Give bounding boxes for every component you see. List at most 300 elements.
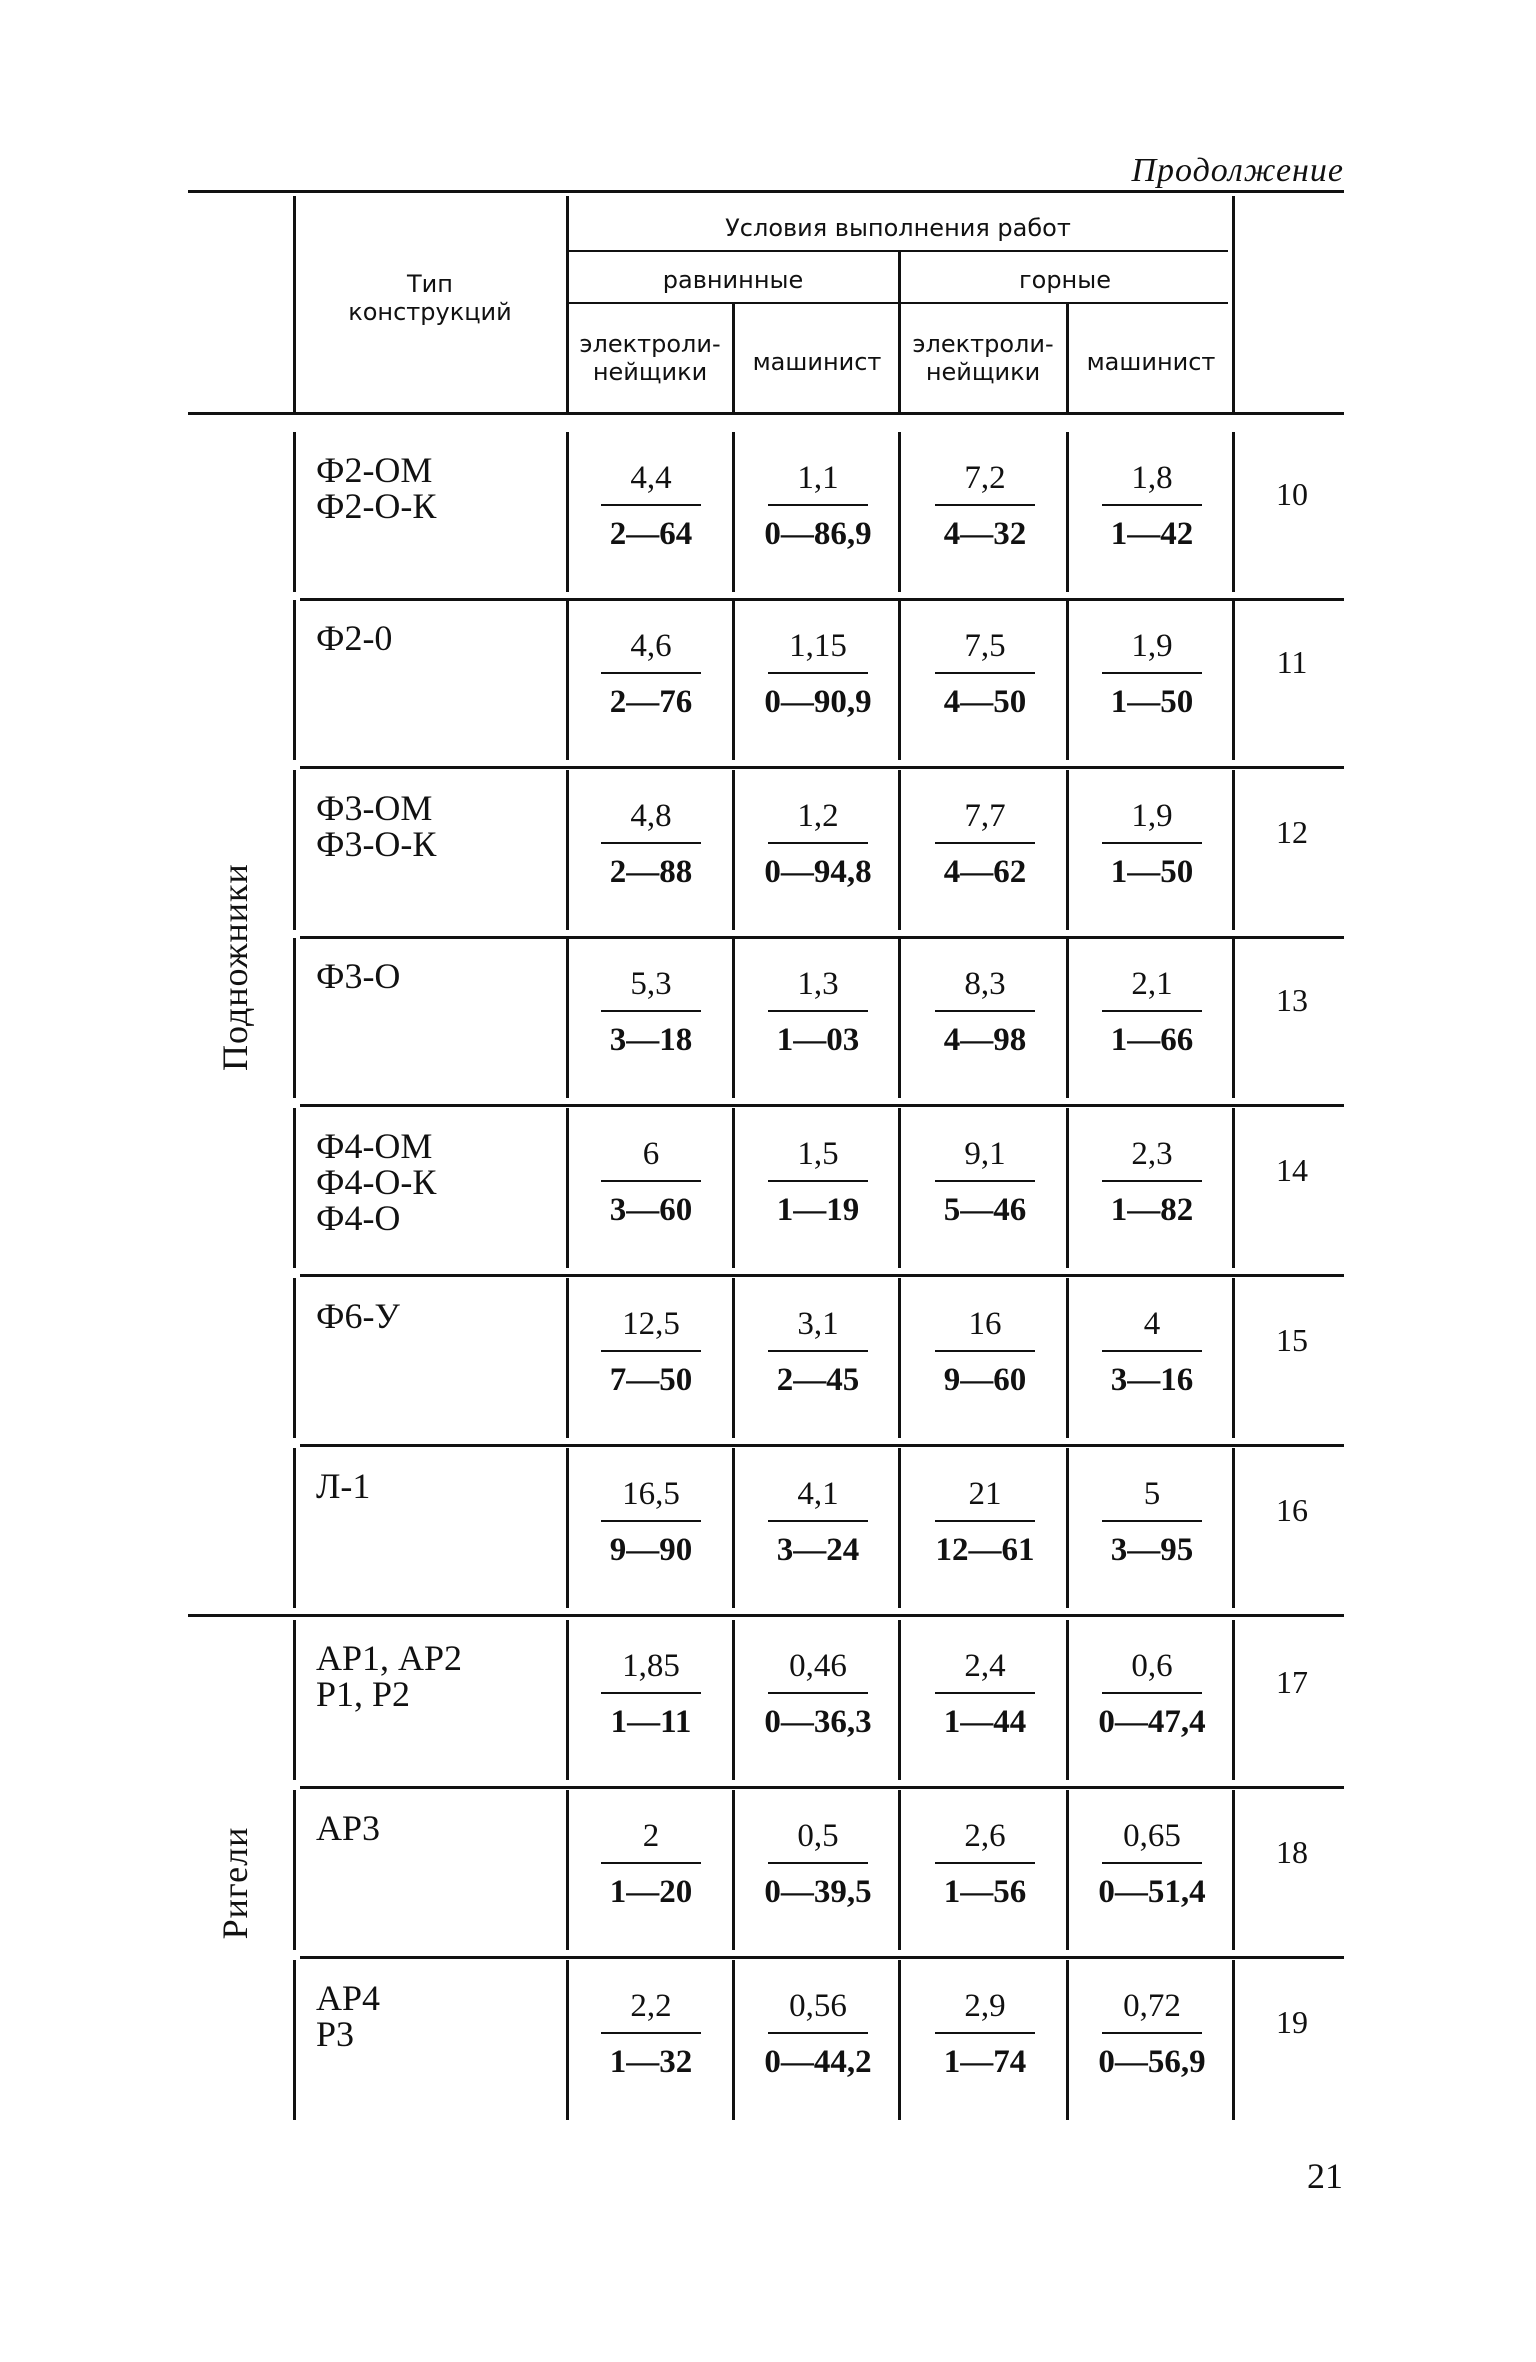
row-col-line [293, 432, 296, 592]
fraction-bar [935, 2032, 1035, 2034]
value-cell [735, 600, 901, 750]
value-cell [735, 1448, 901, 1598]
labor-value: 16 [968, 1306, 1002, 1342]
fraction-bar [601, 1350, 701, 1352]
fraction [1069, 794, 1235, 894]
row-col-line [293, 1790, 296, 1950]
fraction [735, 456, 901, 556]
row-col-line [732, 600, 735, 760]
labor-value: 21 [968, 1476, 1002, 1512]
fraction [1069, 1302, 1235, 1402]
row-col-line [293, 1278, 296, 1438]
row-col-line [293, 1448, 296, 1608]
cost-value: 1—32 [609, 2044, 693, 2080]
row-separator [300, 1956, 1344, 1959]
fraction-bar [601, 1862, 701, 1864]
cost-value: 7—50 [609, 1362, 693, 1398]
labor-value: 1,5 [797, 1136, 839, 1172]
value-cell [1069, 1108, 1235, 1258]
fraction-bar [768, 1010, 868, 1012]
fraction [902, 1302, 1068, 1402]
cost-value: 1—11 [610, 1704, 692, 1740]
row-col-line [1232, 770, 1235, 930]
fraction-bar [601, 1520, 701, 1522]
row-separator [300, 1444, 1344, 1447]
value-cell [902, 432, 1068, 582]
cost-value: 5—46 [943, 1192, 1027, 1228]
labor-value: 7,5 [964, 628, 1006, 664]
labor-value: 5,3 [630, 966, 672, 1002]
fraction [1069, 962, 1235, 1062]
fraction-bar [768, 1520, 868, 1522]
fraction-bar [601, 1010, 701, 1012]
cost-value: 2—64 [609, 516, 693, 552]
page-number: 21 [1307, 2156, 1343, 2196]
value-cell [1069, 1790, 1235, 1940]
row-number: 17 [1276, 1664, 1308, 1700]
labor-value: 0,72 [1123, 1988, 1181, 2024]
row-col-line [566, 1108, 569, 1268]
labor-value: 0,46 [789, 1648, 847, 1684]
row-type-label: АР1, АР2 Р1, Р2 [316, 1638, 463, 1714]
row-col-line [1232, 432, 1235, 592]
row-col-line [898, 770, 901, 930]
fraction-bar [935, 1692, 1035, 1694]
row-col-line [732, 1620, 735, 1780]
cost-value: 4—98 [943, 1022, 1027, 1058]
row-type-label: Ф2-0 [316, 618, 393, 658]
row-col-line [1066, 1108, 1069, 1268]
labor-value: 4 [1143, 1306, 1161, 1342]
labor-value: 0,6 [1131, 1648, 1173, 1684]
fraction [735, 1132, 901, 1232]
cost-value: 0—36,3 [764, 1704, 872, 1740]
row-col-line [566, 938, 569, 1098]
fraction-bar [935, 842, 1035, 844]
value-cell [1069, 1620, 1235, 1770]
fraction [568, 794, 734, 894]
labor-value: 4,6 [630, 628, 672, 664]
fraction [735, 624, 901, 724]
cost-value: 4—62 [943, 854, 1027, 890]
value-cell [1069, 1448, 1235, 1598]
row-col-line [566, 1790, 569, 1950]
labor-value: 1,9 [1131, 798, 1173, 834]
labor-value: 2,6 [964, 1818, 1006, 1854]
value-cell [568, 1620, 734, 1770]
row-separator [300, 1104, 1344, 1107]
cost-value: 2—88 [609, 854, 693, 890]
cost-value: 1—82 [1110, 1192, 1194, 1228]
fraction [735, 1644, 901, 1744]
row-type-label: Л-1 [316, 1466, 371, 1506]
fraction-bar [601, 672, 701, 674]
cost-value: 3—16 [1110, 1362, 1194, 1398]
row-separator [300, 1274, 1344, 1277]
labor-value: 4,1 [797, 1476, 839, 1512]
labor-value: 8,3 [964, 966, 1006, 1002]
value-cell [1069, 1960, 1235, 2110]
labor-value: 0,56 [789, 1988, 847, 2024]
cost-value: 0—47,4 [1098, 1704, 1206, 1740]
cost-value: 1—20 [609, 1874, 693, 1910]
fraction-bar [601, 2032, 701, 2034]
cost-value: 4—32 [943, 516, 1027, 552]
row-col-line [732, 432, 735, 592]
cost-value: 9—90 [609, 1532, 693, 1568]
cost-value: 3—18 [609, 1022, 693, 1058]
fraction [735, 962, 901, 1062]
row-col-line [293, 938, 296, 1098]
row-number: 16 [1276, 1492, 1308, 1528]
cost-value: 1—56 [943, 1874, 1027, 1910]
value-cell [568, 770, 734, 920]
value-cell [568, 1960, 734, 2110]
row-col-line [732, 770, 735, 930]
fraction-bar [601, 504, 701, 506]
row-col-line [898, 1278, 901, 1438]
fraction-bar [1102, 1180, 1202, 1182]
fraction [902, 1814, 1068, 1914]
row-col-line [898, 432, 901, 592]
row-number: 11 [1276, 644, 1308, 680]
labor-value: 1,1 [797, 460, 839, 496]
fraction-bar [768, 1692, 868, 1694]
row-col-line [1232, 1108, 1235, 1268]
row-col-line [732, 1278, 735, 1438]
fraction [568, 1302, 734, 1402]
fraction-bar [1102, 1862, 1202, 1864]
group-footings: Подножники [215, 863, 255, 1071]
flat-header: равнинные [662, 266, 804, 294]
cost-value: 1—03 [776, 1022, 860, 1058]
fraction [568, 1132, 734, 1232]
row-col-line [293, 1620, 296, 1780]
row-number: 12 [1276, 814, 1308, 850]
labor-value: 0,65 [1123, 1818, 1181, 1854]
row-col-line [1066, 938, 1069, 1098]
fraction [568, 1644, 734, 1744]
row-col-line [1066, 1790, 1069, 1950]
row-col-line [732, 1790, 735, 1950]
value-cell [902, 770, 1068, 920]
flat-driver-header: машинист [752, 348, 882, 376]
labor-value: 4,4 [630, 460, 672, 496]
value-cell [1069, 600, 1235, 750]
fraction [902, 1984, 1068, 2084]
labor-value: 0,5 [797, 1818, 839, 1854]
value-cell [902, 1960, 1068, 2110]
fraction-bar [1102, 1350, 1202, 1352]
value-cell [735, 1108, 901, 1258]
row-col-line [732, 1960, 735, 2120]
fraction-bar [601, 1692, 701, 1694]
value-cell [735, 1278, 901, 1428]
labor-value: 3,1 [797, 1306, 839, 1342]
labor-value: 2 [642, 1818, 660, 1854]
cost-value: 1—74 [943, 2044, 1027, 2080]
fraction [902, 794, 1068, 894]
row-col-line [898, 600, 901, 760]
row-col-line [1232, 1620, 1235, 1780]
row-type-label: Ф3-О [316, 956, 401, 996]
labor-value: 5 [1143, 1476, 1161, 1512]
fraction-bar [935, 1520, 1035, 1522]
fraction-bar [1102, 672, 1202, 674]
labor-value: 12,5 [622, 1306, 680, 1342]
row-col-line [732, 1448, 735, 1608]
cost-value: 1—19 [776, 1192, 860, 1228]
mountain-electric-header: электроли- нейщики [912, 330, 1054, 386]
fraction [902, 1472, 1068, 1572]
row-col-line [566, 770, 569, 930]
fraction-bar [935, 1010, 1035, 1012]
row-type-label: Ф2-ОМ Ф2-О-К [316, 450, 437, 526]
fraction [1069, 1472, 1235, 1572]
cost-value: 0—44,2 [764, 2044, 872, 2080]
value-cell [735, 938, 901, 1088]
fraction [735, 794, 901, 894]
row-col-line [898, 938, 901, 1098]
flat-electric-header: электроли- нейщики [579, 330, 721, 386]
row-separator [188, 1614, 1344, 1617]
row-col-line [1232, 1960, 1235, 2120]
labor-value: 16,5 [622, 1476, 680, 1512]
labor-value: 6 [642, 1136, 660, 1172]
cost-value: 1—66 [1110, 1022, 1194, 1058]
row-col-line [293, 770, 296, 930]
fraction-bar [768, 1180, 868, 1182]
fraction-bar [1102, 1010, 1202, 1012]
fraction-bar [1102, 2032, 1202, 2034]
row-col-line [898, 1448, 901, 1608]
row-col-line [293, 1960, 296, 2120]
fraction [1069, 1644, 1235, 1744]
row-col-line [1232, 938, 1235, 1098]
value-cell [902, 1278, 1068, 1428]
value-cell [902, 1620, 1068, 1770]
cost-value: 0—51,4 [1098, 1874, 1206, 1910]
value-cell [1069, 1278, 1235, 1428]
row-col-line [566, 600, 569, 760]
row-col-line [566, 432, 569, 592]
value-cell [902, 600, 1068, 750]
fraction-bar [1102, 1692, 1202, 1694]
row-number: 18 [1276, 1834, 1308, 1870]
labor-value: 7,2 [964, 460, 1006, 496]
row-col-line [898, 1108, 901, 1268]
row-number: 15 [1276, 1322, 1308, 1358]
cost-value: 9—60 [943, 1362, 1027, 1398]
labor-value: 9,1 [964, 1136, 1006, 1172]
value-cell [902, 1108, 1068, 1258]
value-cell [1069, 770, 1235, 920]
row-col-line [293, 600, 296, 760]
type-header: Тип конструкций [348, 270, 512, 326]
value-cell [735, 432, 901, 582]
labor-value: 2,1 [1131, 966, 1173, 1002]
labor-value: 1,3 [797, 966, 839, 1002]
value-cell [568, 1790, 734, 1940]
fraction [1069, 1814, 1235, 1914]
fraction [568, 962, 734, 1062]
cost-value: 0—90,9 [764, 684, 872, 720]
row-type-label: Ф3-ОМ Ф3-О-К [316, 788, 437, 864]
row-col-line [1066, 770, 1069, 930]
row-col-line [1066, 600, 1069, 760]
fraction [902, 1644, 1068, 1744]
labor-value: 1,9 [1131, 628, 1173, 664]
fraction-bar [935, 1180, 1035, 1182]
col-type-left [293, 196, 296, 414]
row-separator [300, 766, 1344, 769]
cost-value: 3—95 [1110, 1532, 1194, 1568]
value-cell [902, 1790, 1068, 1940]
cost-value: 0—39,5 [764, 1874, 872, 1910]
value-cell [568, 432, 734, 582]
cost-value: 1—50 [1110, 854, 1194, 890]
fraction [568, 1472, 734, 1572]
fraction [902, 624, 1068, 724]
row-number: 10 [1276, 476, 1308, 512]
fraction [1069, 624, 1235, 724]
labor-value: 1,85 [622, 1648, 680, 1684]
row-col-line [1232, 600, 1235, 760]
fraction-bar [768, 1862, 868, 1864]
labor-value: 4,8 [630, 798, 672, 834]
row-col-line [1066, 1960, 1069, 2120]
labor-value: 7,7 [964, 798, 1006, 834]
group-crossbars: Ригели [215, 1826, 255, 1940]
cost-value: 12—61 [935, 1532, 1035, 1568]
cost-value: 3—24 [776, 1532, 860, 1568]
value-cell [735, 1960, 901, 2110]
fraction-bar [768, 672, 868, 674]
row-col-line [898, 1790, 901, 1950]
value-cell [568, 938, 734, 1088]
top-rule [188, 190, 1344, 193]
fraction [902, 1132, 1068, 1232]
row-type-label: Ф4-ОМ Ф4-О-К Ф4-О [316, 1126, 437, 1238]
value-cell [902, 938, 1068, 1088]
cost-value: 4—50 [943, 684, 1027, 720]
col-no-left [1232, 196, 1235, 414]
value-cell [1069, 938, 1235, 1088]
fraction-bar [935, 672, 1035, 674]
fraction [1069, 1132, 1235, 1232]
fraction-bar [1102, 842, 1202, 844]
fraction-bar [768, 842, 868, 844]
fraction-bar [768, 1350, 868, 1352]
fraction [568, 624, 734, 724]
row-col-line [1232, 1790, 1235, 1950]
value-cell [568, 1448, 734, 1598]
value-cell [735, 770, 901, 920]
cost-value: 0—94,8 [764, 854, 872, 890]
value-cell [568, 1108, 734, 1258]
value-cell [902, 1448, 1068, 1598]
fraction [1069, 456, 1235, 556]
fraction-bar [1102, 1520, 1202, 1522]
fraction [735, 1472, 901, 1572]
header-bottom-rule [188, 412, 1344, 415]
fraction-bar [1102, 504, 1202, 506]
labor-value: 1,2 [797, 798, 839, 834]
row-col-line [1232, 1448, 1235, 1608]
row-col-line [566, 1960, 569, 2120]
labor-value: 1,8 [1131, 460, 1173, 496]
fraction-bar [935, 504, 1035, 506]
cost-value: 3—60 [609, 1192, 693, 1228]
labor-value: 2,9 [964, 1988, 1006, 2024]
labor-value: 2,2 [630, 1988, 672, 2024]
row-col-line [1066, 1620, 1069, 1780]
row-type-label: АР3 [316, 1808, 381, 1848]
cost-value: 0—56,9 [1098, 2044, 1206, 2080]
cost-value: 0—86,9 [764, 516, 872, 552]
continuation-label: Продолжение [1131, 152, 1344, 189]
row-col-line [732, 938, 735, 1098]
cost-value: 2—76 [609, 684, 693, 720]
cost-value: 1—42 [1110, 516, 1194, 552]
row-col-line [1066, 432, 1069, 592]
fraction [1069, 1984, 1235, 2084]
cost-value: 1—50 [1110, 684, 1194, 720]
fraction [902, 456, 1068, 556]
row-type-label: Ф6-У [316, 1296, 400, 1336]
value-cell [568, 1278, 734, 1428]
fraction [735, 1984, 901, 2084]
fraction [568, 1984, 734, 2084]
value-cell [735, 1790, 901, 1940]
row-col-line [898, 1960, 901, 2120]
fraction [735, 1814, 901, 1914]
row-col-line [566, 1278, 569, 1438]
row-col-line [732, 1108, 735, 1268]
cost-value: 1—44 [943, 1704, 1027, 1740]
labor-value: 2,4 [964, 1648, 1006, 1684]
row-col-line [1066, 1278, 1069, 1438]
fraction [735, 1302, 901, 1402]
row-col-line [566, 1448, 569, 1608]
row-col-line [898, 1620, 901, 1780]
conditions-header: Условия выполнения работ [725, 214, 1071, 242]
row-type-label: АР4 Р3 [316, 1978, 381, 2054]
fraction [568, 456, 734, 556]
fraction [568, 1814, 734, 1914]
mountain-header: горные [1019, 266, 1111, 294]
row-separator [300, 1786, 1344, 1789]
row-col-line [293, 1108, 296, 1268]
fraction-bar [601, 1180, 701, 1182]
fraction-bar [935, 1350, 1035, 1352]
fraction-bar [768, 504, 868, 506]
cost-value: 2—45 [776, 1362, 860, 1398]
mountain-driver-header: машинист [1086, 348, 1216, 376]
fraction-bar [935, 1862, 1035, 1864]
labor-value: 1,15 [789, 628, 847, 664]
row-col-line [1232, 1278, 1235, 1438]
row-col-line [1066, 1448, 1069, 1608]
row-number: 13 [1276, 982, 1308, 1018]
row-col-line [566, 1620, 569, 1780]
labor-value: 2,3 [1131, 1136, 1173, 1172]
value-cell [1069, 432, 1235, 582]
row-number: 14 [1276, 1152, 1308, 1188]
fraction [902, 962, 1068, 1062]
row-number: 19 [1276, 2004, 1308, 2040]
value-cell [735, 1620, 901, 1770]
